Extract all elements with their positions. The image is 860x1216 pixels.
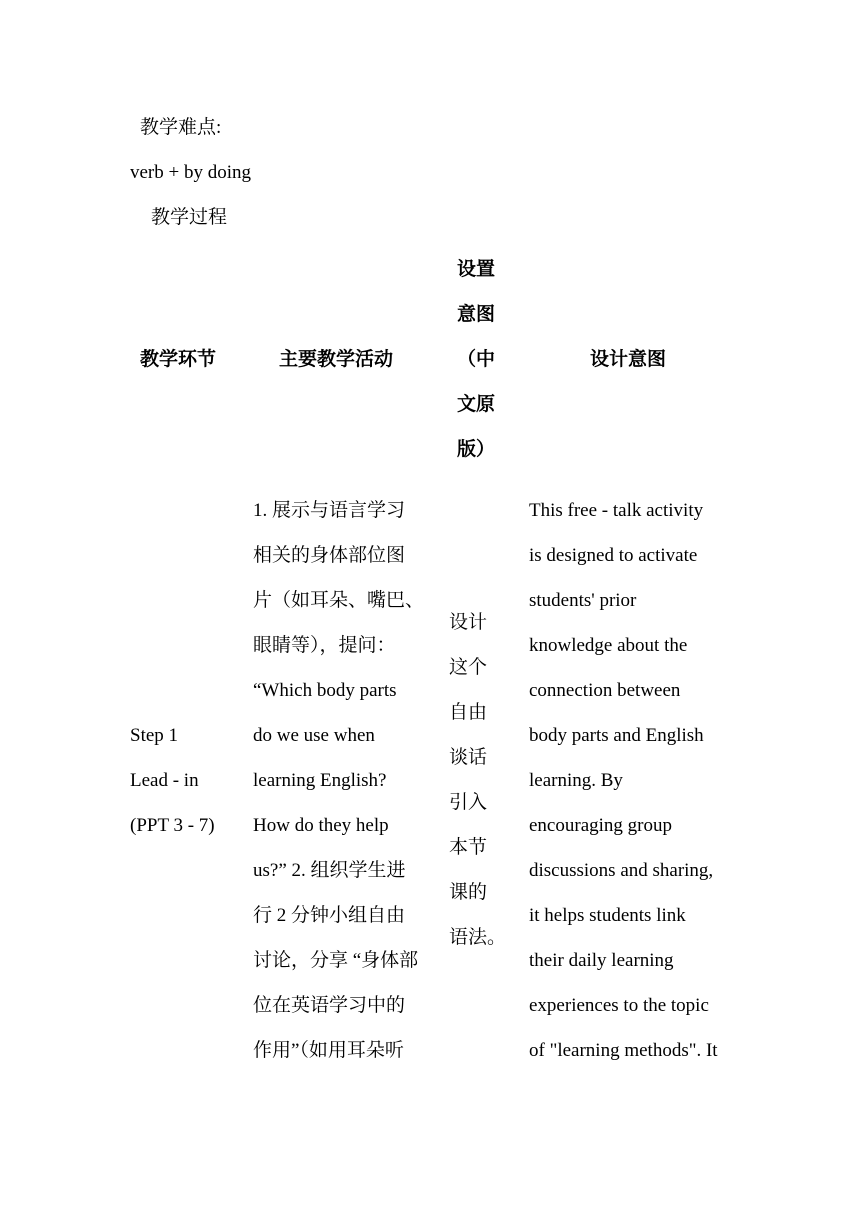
intent-en-line: discussions and sharing, <box>529 860 714 881</box>
row1-activities <box>253 488 424 1073</box>
header-intent-cn-line: 文原 <box>457 394 496 415</box>
row1-intent-en <box>529 488 718 1073</box>
intent-en-line: their daily learning <box>529 950 674 971</box>
intent-en-line: This free - talk activity <box>529 500 704 521</box>
process-heading: 教学过程 <box>151 207 228 228</box>
intent-cn-line: 设计 <box>449 612 488 633</box>
intent-en-line: it helps students link <box>529 905 686 926</box>
header-design-intent: 设计意图 <box>590 349 667 370</box>
activity-line: us?” 2. 组织学生进 <box>253 860 406 881</box>
activity-line: 1. 展示与语言学习 <box>253 500 406 521</box>
header-intent-cn-line: 版） <box>457 439 496 460</box>
intent-cn-line: 课的 <box>449 882 488 903</box>
activity-line: 眼睛等），提问： <box>253 635 396 656</box>
step-line: (PPT 3 - 7) <box>130 815 215 836</box>
step-line: Lead - in <box>130 770 199 791</box>
intent-en-line: connection between <box>529 680 681 701</box>
intent-en-line: students' prior <box>529 590 637 611</box>
activity-line: 讨论，分享 “身体部 <box>253 950 419 971</box>
intent-en-line: encouraging group <box>529 815 672 836</box>
header-teaching-stage: 教学环节 <box>140 349 217 370</box>
activity-line: “Which body parts <box>253 680 397 701</box>
row1-step <box>130 713 215 848</box>
intent-en-line: knowledge about the <box>529 635 688 656</box>
header-intent-cn-line: 意图 <box>457 304 496 325</box>
intent-cn-line: 语法。 <box>449 927 507 948</box>
intent-en-line: learning. By <box>529 770 623 791</box>
row1-intent-cn <box>449 600 506 960</box>
activity-line: 片（如耳朵、嘴巴、 <box>253 590 425 611</box>
activity-line: 作用”（如用耳朵听 <box>253 1040 404 1061</box>
intent-en-line: experiences to the topic <box>529 995 709 1016</box>
header-intent-cn-line: （中 <box>457 349 496 370</box>
intent-cn-line: 本节 <box>449 837 488 858</box>
header-intent-cn-line: 设置 <box>457 259 496 280</box>
activity-line: 位在英语学习中的 <box>253 995 406 1016</box>
difficulty-text: verb + by doing <box>130 162 252 183</box>
step-line: Step 1 <box>130 725 179 746</box>
intent-cn-line: 引入 <box>449 792 488 813</box>
header-intent-cn <box>457 247 495 472</box>
intent-en-line: body parts and English <box>529 725 704 746</box>
activity-line: 行 2 分钟小组自由 <box>253 905 406 926</box>
intent-cn-line: 自由 <box>449 702 488 723</box>
header-main-activities: 主要教学活动 <box>279 349 394 370</box>
intent-cn-line: 谈话 <box>449 747 488 768</box>
intent-cn-line: 这个 <box>449 657 488 678</box>
intent-en-line: of "learning methods". It <box>529 1040 718 1061</box>
activity-line: learning English? <box>253 770 387 791</box>
activity-line: 相关的身体部位图 <box>253 545 406 566</box>
difficulty-heading: 教学难点: <box>140 117 222 138</box>
activity-line: do we use when <box>253 725 375 746</box>
activity-line: How do they help <box>253 815 389 836</box>
intent-en-line: is designed to activate <box>529 545 698 566</box>
